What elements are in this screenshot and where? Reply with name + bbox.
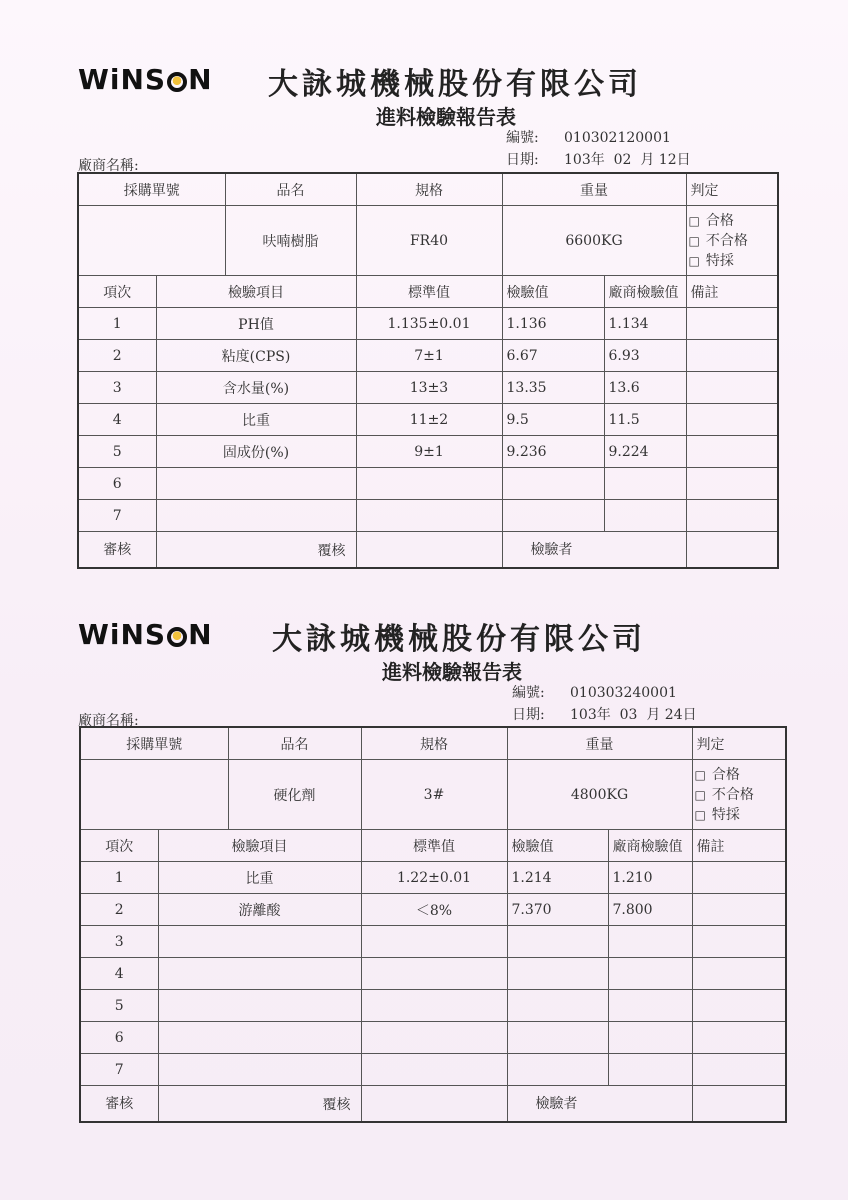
item-weight: 4800KG bbox=[507, 760, 692, 830]
item-weight: 6600KG bbox=[502, 206, 686, 276]
row-val: 9.5 bbox=[502, 404, 604, 436]
row-no: 7 bbox=[78, 500, 156, 532]
row-val: 1.136 bbox=[502, 308, 604, 340]
row-vendor bbox=[608, 958, 692, 990]
header-judge: 判定 bbox=[692, 727, 786, 760]
report-number: 編號: 010303240001 bbox=[512, 685, 677, 701]
row-item bbox=[158, 926, 361, 958]
row-item bbox=[158, 1022, 361, 1054]
item-spec: 3# bbox=[361, 760, 507, 830]
row-item bbox=[156, 468, 356, 500]
footer-inspector-sign bbox=[686, 532, 778, 568]
row-remark bbox=[692, 1022, 786, 1054]
table-row bbox=[78, 404, 778, 436]
row-no: 4 bbox=[78, 404, 156, 436]
row-val: 13.35 bbox=[502, 372, 604, 404]
row-std: 1.135±0.01 bbox=[356, 308, 502, 340]
row-vendor bbox=[604, 500, 686, 532]
table-row bbox=[78, 436, 778, 468]
header-po: 採購單號 bbox=[80, 727, 228, 760]
row-item: 游離酸 bbox=[158, 894, 361, 926]
table-row bbox=[80, 926, 786, 958]
table-row bbox=[78, 308, 778, 340]
row-std bbox=[361, 990, 507, 1022]
table-row bbox=[80, 894, 786, 926]
judge-fail-checkbox[interactable]: □ 不合格 bbox=[695, 785, 782, 805]
row-no: 5 bbox=[78, 436, 156, 468]
inspection-table bbox=[79, 726, 787, 1123]
judge-options bbox=[686, 206, 778, 276]
row-vendor: 13.6 bbox=[604, 372, 686, 404]
company-name: 大詠城機械股份有限公司 bbox=[268, 67, 642, 102]
table-row bbox=[80, 862, 786, 894]
col-val: 檢驗值 bbox=[507, 830, 608, 862]
row-item bbox=[158, 1054, 361, 1086]
row-val bbox=[502, 468, 604, 500]
report-date: 日期: 103年 03 月 24日 bbox=[512, 707, 697, 723]
table-row bbox=[78, 500, 778, 532]
footer-review-sign bbox=[158, 1086, 361, 1122]
col-vendor: 廠商檢驗值 bbox=[608, 830, 692, 862]
item-po bbox=[80, 760, 228, 830]
row-no: 2 bbox=[78, 340, 156, 372]
row-val: 6.67 bbox=[502, 340, 604, 372]
col-no: 項次 bbox=[78, 276, 156, 308]
inspection-table bbox=[77, 172, 779, 569]
header-name: 品名 bbox=[225, 173, 356, 206]
header-weight: 重量 bbox=[502, 173, 686, 206]
row-no: 1 bbox=[80, 862, 158, 894]
row-no: 4 bbox=[80, 958, 158, 990]
row-std bbox=[356, 500, 502, 532]
row-remark bbox=[692, 926, 786, 958]
row-vendor bbox=[608, 990, 692, 1022]
col-remark: 備註 bbox=[692, 830, 786, 862]
row-item: 比重 bbox=[156, 404, 356, 436]
table-row bbox=[80, 1022, 786, 1054]
row-vendor bbox=[608, 1022, 692, 1054]
report-title: 進料檢驗報告表 bbox=[382, 660, 522, 684]
row-std: 7±1 bbox=[356, 340, 502, 372]
judge-pass-checkbox[interactable]: □ 合格 bbox=[695, 765, 782, 785]
supplier-label: 廠商名稱: bbox=[78, 713, 139, 729]
row-vendor: 1.210 bbox=[608, 862, 692, 894]
row-vendor bbox=[608, 926, 692, 958]
judge-pass-checkbox[interactable]: □ 合格 bbox=[689, 211, 774, 231]
judge-fail-checkbox[interactable]: □ 不合格 bbox=[689, 231, 774, 251]
row-remark bbox=[686, 436, 778, 468]
row-val: 7.370 bbox=[507, 894, 608, 926]
table-row bbox=[78, 340, 778, 372]
row-remark bbox=[686, 468, 778, 500]
row-std bbox=[356, 468, 502, 500]
footer-review: 審核 bbox=[80, 1086, 158, 1122]
row-std: 9±1 bbox=[356, 436, 502, 468]
header-po: 採購單號 bbox=[78, 173, 225, 206]
row-vendor: 9.224 bbox=[604, 436, 686, 468]
logo-o-icon bbox=[167, 72, 187, 92]
row-remark bbox=[686, 372, 778, 404]
footer-recheck-sign bbox=[356, 532, 502, 568]
col-std: 標準值 bbox=[361, 830, 507, 862]
row-remark bbox=[692, 894, 786, 926]
header-spec: 規格 bbox=[356, 173, 502, 206]
row-no: 3 bbox=[78, 372, 156, 404]
row-item: 比重 bbox=[158, 862, 361, 894]
row-std bbox=[361, 926, 507, 958]
item-spec: FR40 bbox=[356, 206, 502, 276]
table-row bbox=[78, 468, 778, 500]
col-item: 檢驗項目 bbox=[156, 276, 356, 308]
table-row bbox=[80, 958, 786, 990]
supplier-label: 廠商名稱: bbox=[78, 158, 139, 174]
row-val bbox=[507, 1022, 608, 1054]
row-val bbox=[507, 958, 608, 990]
judge-options bbox=[692, 760, 786, 830]
row-vendor bbox=[608, 1054, 692, 1086]
row-vendor bbox=[604, 468, 686, 500]
footer-review: 審核 bbox=[78, 532, 156, 568]
row-val bbox=[502, 500, 604, 532]
row-val: 9.236 bbox=[502, 436, 604, 468]
row-std: 11±2 bbox=[356, 404, 502, 436]
item-name: 呋喃樹脂 bbox=[225, 206, 356, 276]
logo-o-icon bbox=[167, 627, 187, 647]
row-no: 6 bbox=[78, 468, 156, 500]
row-val bbox=[507, 990, 608, 1022]
col-vendor: 廠商檢驗值 bbox=[604, 276, 686, 308]
header-weight: 重量 bbox=[507, 727, 692, 760]
judge-special-checkbox[interactable]: □ 特採 bbox=[689, 251, 774, 271]
row-no: 6 bbox=[80, 1022, 158, 1054]
footer-review-sign bbox=[156, 532, 356, 568]
winson-logo: WiNS N bbox=[78, 618, 213, 651]
row-remark bbox=[686, 500, 778, 532]
header-name: 品名 bbox=[228, 727, 361, 760]
row-no: 3 bbox=[80, 926, 158, 958]
footer-recheck: 覆核 bbox=[322, 1097, 351, 1113]
col-remark: 備註 bbox=[686, 276, 778, 308]
row-vendor: 6.93 bbox=[604, 340, 686, 372]
row-remark bbox=[686, 340, 778, 372]
row-std: 13±3 bbox=[356, 372, 502, 404]
header-spec: 規格 bbox=[361, 727, 507, 760]
row-item: 粘度(CPS) bbox=[156, 340, 356, 372]
row-val bbox=[507, 1054, 608, 1086]
row-item bbox=[158, 958, 361, 990]
row-remark bbox=[692, 990, 786, 1022]
row-std bbox=[361, 1054, 507, 1086]
row-std: 1.22±0.01 bbox=[361, 862, 507, 894]
footer-inspector: 檢驗者 bbox=[507, 1086, 692, 1122]
row-val: 1.214 bbox=[507, 862, 608, 894]
row-remark bbox=[686, 308, 778, 340]
header-judge: 判定 bbox=[686, 173, 778, 206]
footer-inspector-sign bbox=[692, 1086, 786, 1122]
row-vendor: 7.800 bbox=[608, 894, 692, 926]
row-item: 固成份(%) bbox=[156, 436, 356, 468]
report-date: 日期: 103年 02 月 12日 bbox=[506, 152, 691, 168]
company-name: 大詠城機械股份有限公司 bbox=[272, 622, 646, 657]
row-vendor: 11.5 bbox=[604, 404, 686, 436]
col-std: 標準值 bbox=[356, 276, 502, 308]
row-no: 7 bbox=[80, 1054, 158, 1086]
row-remark bbox=[692, 958, 786, 990]
col-no: 項次 bbox=[80, 830, 158, 862]
item-name: 硬化劑 bbox=[228, 760, 361, 830]
table-row bbox=[80, 990, 786, 1022]
row-vendor: 1.134 bbox=[604, 308, 686, 340]
row-std bbox=[361, 958, 507, 990]
footer-recheck: 覆核 bbox=[317, 543, 346, 559]
row-val bbox=[507, 926, 608, 958]
winson-logo: WiNS N bbox=[78, 63, 213, 96]
table-row bbox=[78, 372, 778, 404]
col-item: 檢驗項目 bbox=[158, 830, 361, 862]
footer-recheck-sign bbox=[361, 1086, 507, 1122]
row-std: ＜8% bbox=[361, 894, 507, 926]
row-std bbox=[361, 1022, 507, 1054]
report-number: 編號: 010302120001 bbox=[506, 130, 671, 146]
item-po bbox=[78, 206, 225, 276]
table-row bbox=[80, 1054, 786, 1086]
row-item bbox=[158, 990, 361, 1022]
col-val: 檢驗值 bbox=[502, 276, 604, 308]
row-item: 含水量(%) bbox=[156, 372, 356, 404]
judge-special-checkbox[interactable]: □ 特採 bbox=[695, 805, 782, 825]
row-remark bbox=[692, 1054, 786, 1086]
row-item: PH值 bbox=[156, 308, 356, 340]
row-item bbox=[156, 500, 356, 532]
row-no: 1 bbox=[78, 308, 156, 340]
row-no: 2 bbox=[80, 894, 158, 926]
row-no: 5 bbox=[80, 990, 158, 1022]
footer-inspector: 檢驗者 bbox=[502, 532, 686, 568]
row-remark bbox=[692, 862, 786, 894]
report-title: 進料檢驗報告表 bbox=[376, 105, 516, 129]
row-remark bbox=[686, 404, 778, 436]
